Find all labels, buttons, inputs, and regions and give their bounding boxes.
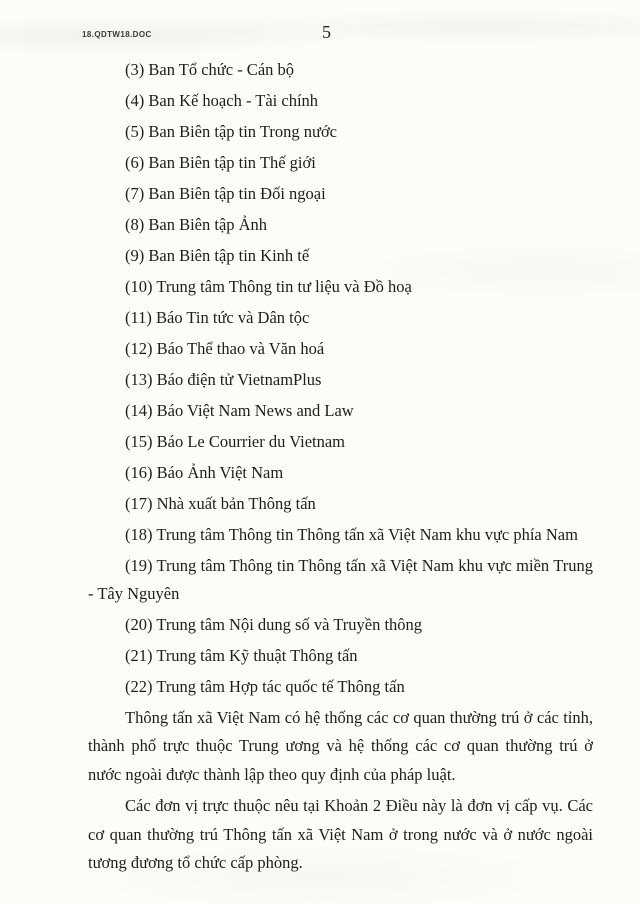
list-item: (19) Trung tâm Thông tin Thông tấn xã Việt Nam khu vực miền Trung - Tây Nguyên (88, 556, 593, 603)
list-item: (12) Báo Thể thao và Văn hoá (125, 339, 325, 358)
list-item: (3) Ban Tổ chức - Cán bộ (125, 60, 295, 79)
list-item: (4) Ban Kế hoạch - Tài chính (125, 91, 319, 110)
list-item: (20) Trung tâm Nội dung số và Truyền thông (125, 614, 423, 634)
list-item: (5) Ban Biên tập tin Trong nước (125, 122, 337, 141)
list-item: (8) Ban Biên tập Ảnh (125, 215, 268, 234)
list-item: (13) Báo điện tử VietnamPlus (125, 370, 322, 389)
list-item: (22) Trung tâm Hợp tác quốc tế Thông tấn (125, 676, 405, 696)
list-item: (6) Ban Biên tập tin Thế giới (125, 153, 316, 172)
list-item: (18) Trung tâm Thông tin Thông tấn xã Việt Nam khu vực phía Nam (125, 525, 578, 544)
list-item: (16) Báo Ảnh Việt Nam (125, 463, 284, 482)
document-reference: 18.QDTW18.DOC (82, 30, 152, 39)
list-item: (15) Báo Le Courrier du Vietnam (125, 432, 346, 451)
list-item: (9) Ban Biên tập tin Kinh tế (125, 246, 310, 265)
document-body (0, 56, 640, 879)
list-item: (7) Ban Biên tập tin Đối ngoại (125, 184, 326, 203)
list-item: (14) Báo Việt Nam News and Law (125, 401, 354, 420)
list-item: (17) Nhà xuất bản Thông tấn (125, 494, 316, 513)
list-item: (11) Báo Tin tức và Dân tộc (125, 308, 310, 327)
paragraph: Các đơn vị trực thuộc nêu tại Khoản 2 Điều này là đơn vị cấp vụ. Các cơ quan thường trú Thông tấn xã Việt Nam ở trong nước và ở nước ngoài tương đương tổ chức cấp phòng. (88, 796, 593, 872)
paragraph: Thông tấn xã Việt Nam có hệ thống các cơ quan thường trú ở các tỉnh, thành phố trực thuộc Trung ương và hệ thống các cơ quan thường trú ở nước ngoài được thành lập theo quy định của pháp luật. (88, 707, 593, 784)
page-header (0, 22, 640, 48)
list-item: (10) Trung tâm Thông tin tư liệu và Đồ hoạ (125, 277, 412, 296)
list-item: (21) Trung tâm Kỹ thuật Thông tấn (125, 645, 358, 665)
page-number: 5 (322, 22, 331, 42)
